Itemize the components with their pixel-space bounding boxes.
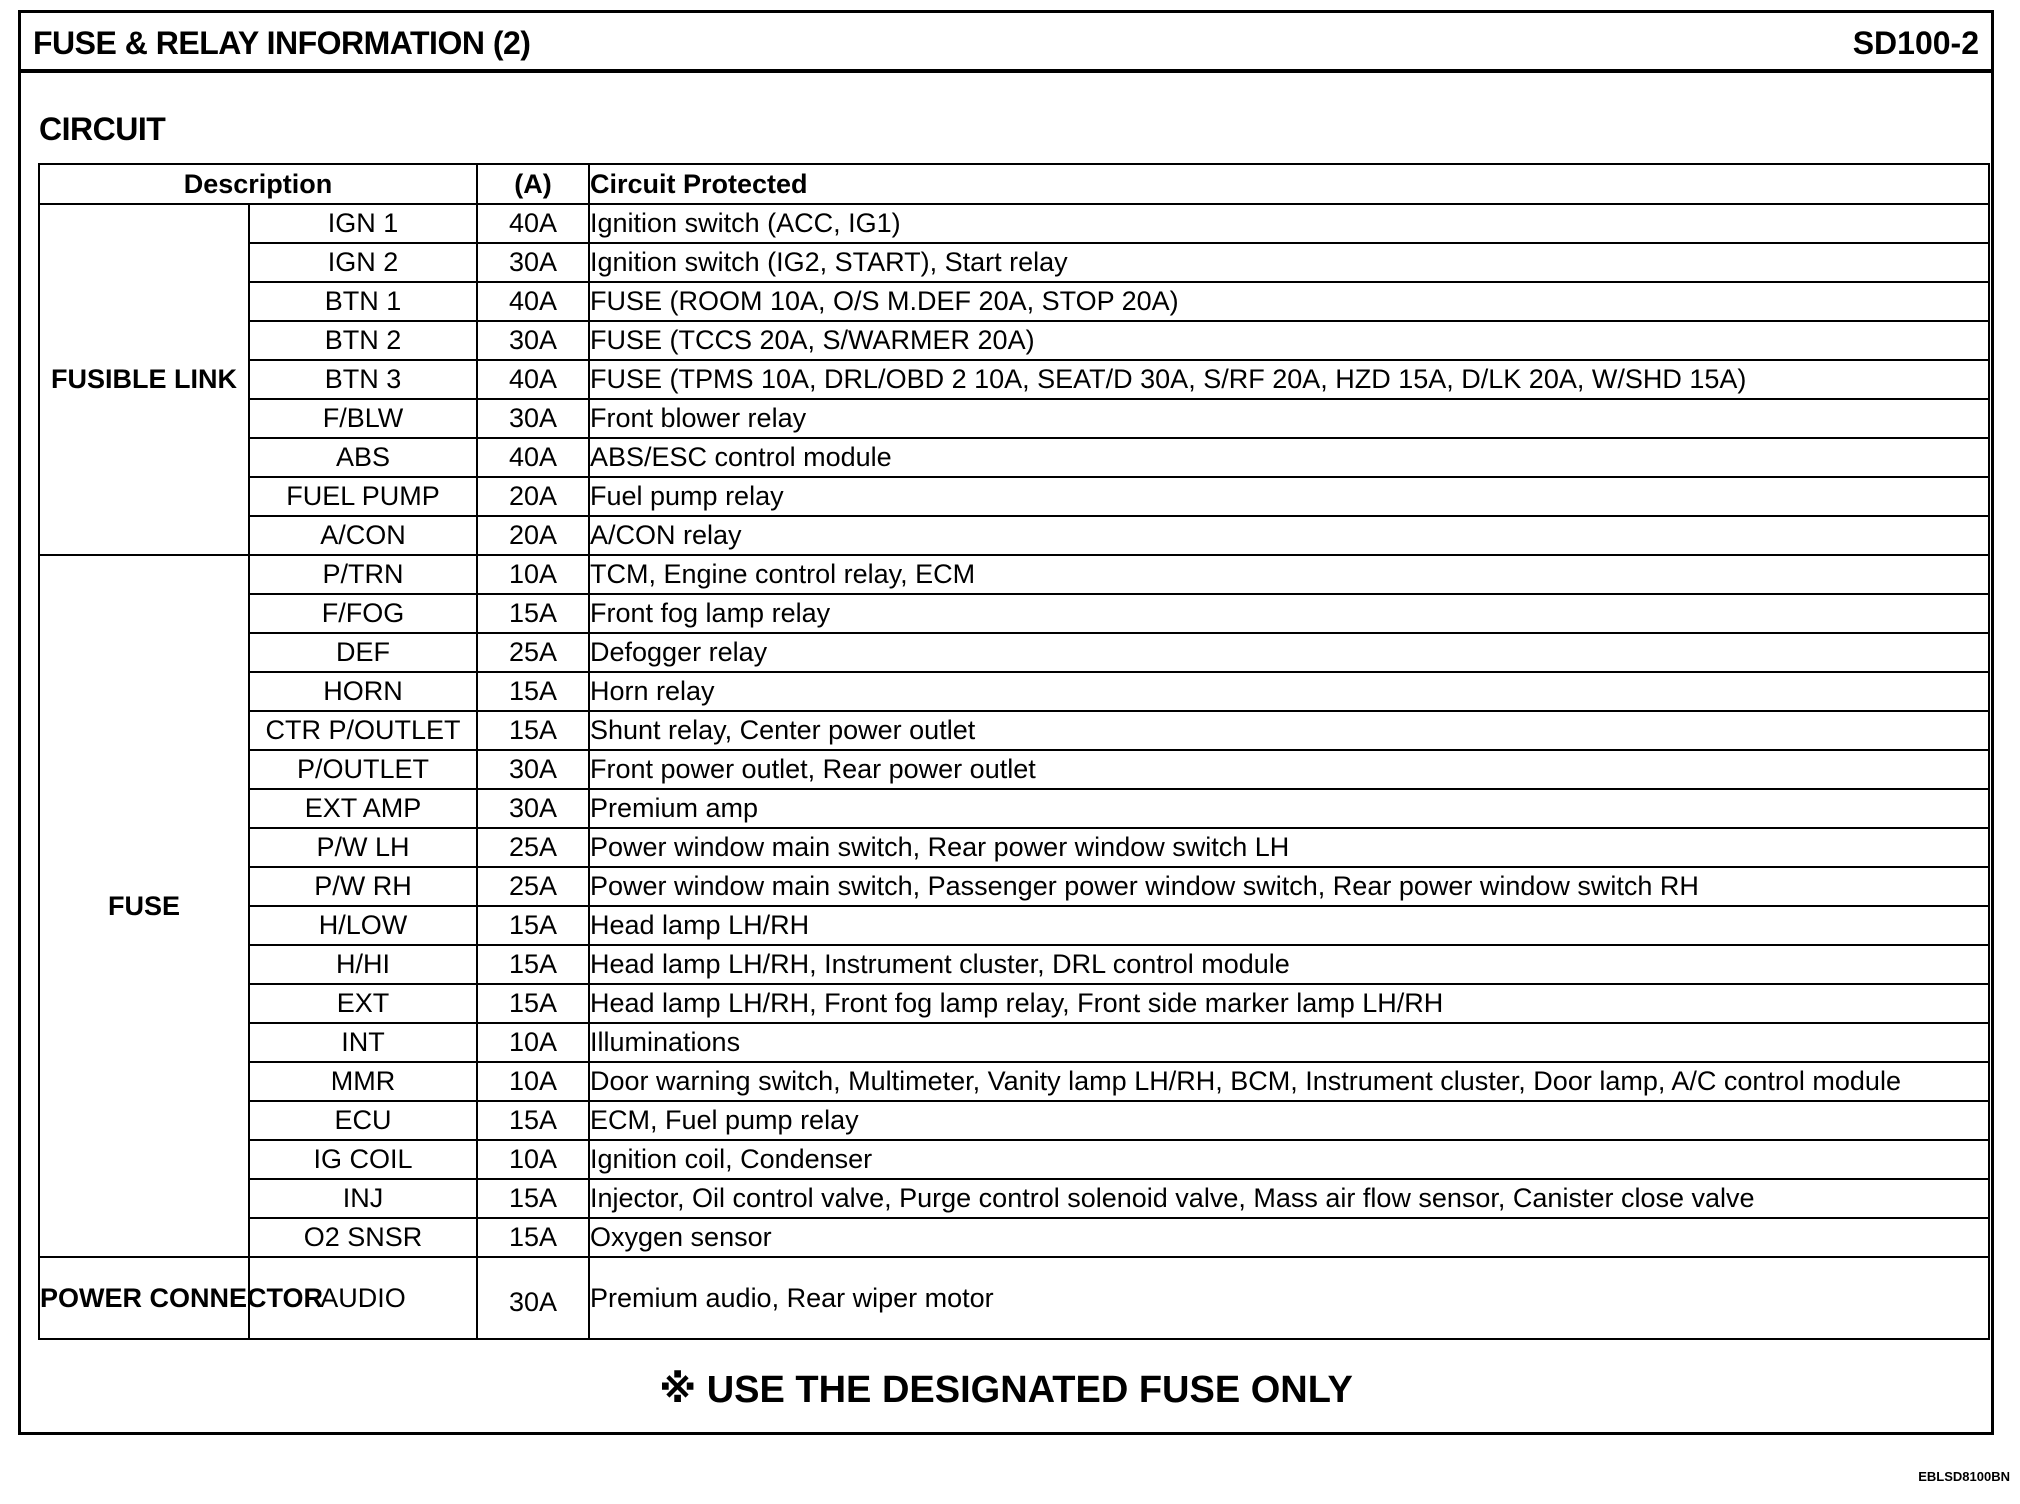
fuse-amperage: 40A [477,438,589,477]
table-row [39,594,1989,633]
circuit-protected: Premium amp [589,789,1989,828]
fuse-amperage: 40A [477,360,589,399]
fuse-name: H/LOW [249,906,477,945]
fuse-name: O2 SNSR [249,1218,477,1257]
fuse-name: BTN 1 [249,282,477,321]
circuit-protected: Ignition switch (ACC, IG1) [589,204,1989,243]
table-row [39,672,1989,711]
fuse-amperage: 10A [477,1140,589,1179]
fuse-name: INJ [249,1179,477,1218]
circuit-protected: A/CON relay [589,516,1989,555]
fuse-amperage: 10A [477,1023,589,1062]
table-row [39,399,1989,438]
fuse-name: AUDIO [249,1257,477,1339]
document-frame [18,10,1994,1435]
fuse-amperage: 15A [477,945,589,984]
fuse-name: MMR [249,1062,477,1101]
fuse-amperage: 15A [477,1101,589,1140]
circuit-protected: Front fog lamp relay [589,594,1989,633]
fuse-amperage: 40A [477,282,589,321]
fuse-name: DEF [249,633,477,672]
fuse-name: INT [249,1023,477,1062]
fuse-name: EXT AMP [249,789,477,828]
circuit-protected: Front blower relay [589,399,1989,438]
table-row [39,906,1989,945]
section-title: CIRCUIT [39,111,166,147]
fuse-name: IGN 2 [249,243,477,282]
circuit-protected: Injector, Oil control valve, Purge control solenoid valve, Mass air flow sensor, Canister close valve [589,1179,1989,1218]
circuit-protected: Door warning switch, Multimeter, Vanity lamp LH/RH, BCM, Instrument cluster, Door lamp, A/C control module [589,1062,1989,1101]
circuit-protected: FUSE (TCCS 20A, S/WARMER 20A) [589,321,1989,360]
fuse-amperage: 30A [477,1257,589,1339]
document-title: FUSE & RELAY INFORMATION (2) [33,25,531,61]
circuit-protected: Shunt relay, Center power outlet [589,711,1989,750]
circuit-protected: Premium audio, Rear wiper motor [589,1257,1989,1339]
fuse-amperage: 15A [477,984,589,1023]
fuse-amperage: 15A [477,906,589,945]
circuit-protected: Head lamp LH/RH, Front fog lamp relay, Front side marker lamp LH/RH [589,984,1989,1023]
table-row [39,750,1989,789]
warning-note: ※ USE THE DESIGNATED FUSE ONLY [659,1369,1353,1411]
table-row [39,984,1989,1023]
fuse-amperage: 30A [477,243,589,282]
circuit-protected: Illuminations [589,1023,1989,1062]
circuit-protected: ECM, Fuel pump relay [589,1101,1989,1140]
fuse-amperage: 10A [477,555,589,594]
table-row [39,477,1989,516]
circuit-protected: Horn relay [589,672,1989,711]
circuit-protected: Defogger relay [589,633,1989,672]
circuit-protected: ABS/ESC control module [589,438,1989,477]
table-row [39,1257,1989,1339]
table-row [39,438,1989,477]
reference-code: EBLSD8100BN [1918,1469,2010,1484]
table-header-row [39,164,1989,204]
table-row [39,360,1989,399]
column-header-circuit: Circuit Protected [589,164,1989,204]
fuse-amperage: 10A [477,1062,589,1101]
column-header-description: Description [39,164,477,204]
table-row [39,711,1989,750]
fuse-name: IG COIL [249,1140,477,1179]
table-row [39,282,1989,321]
fuse-name: CTR P/OUTLET [249,711,477,750]
fuse-name: HORN [249,672,477,711]
fuse-amperage: 15A [477,1179,589,1218]
fuse-name: ABS [249,438,477,477]
document-header [21,13,1991,73]
table-row [39,1179,1989,1218]
fuse-amperage: 25A [477,633,589,672]
fuse-amperage: 40A [477,204,589,243]
fuse-name: F/BLW [249,399,477,438]
fuse-amperage: 15A [477,711,589,750]
circuit-protected: Ignition coil, Condenser [589,1140,1989,1179]
fuse-amperage: 30A [477,750,589,789]
circuit-protected: TCM, Engine control relay, ECM [589,555,1989,594]
fuse-name: IGN 1 [249,204,477,243]
fuse-amperage: 25A [477,867,589,906]
fuse-name: A/CON [249,516,477,555]
table-row [39,789,1989,828]
circuit-protected: Oxygen sensor [589,1218,1989,1257]
fuse-name: P/W LH [249,828,477,867]
table-row [39,867,1989,906]
circuit-protected: FUSE (TPMS 10A, DRL/OBD 2 10A, SEAT/D 30A, S/RF 20A, HZD 15A, D/LK 20A, W/SHD 15A) [589,360,1989,399]
fuse-relay-table [38,163,1990,1340]
table-row [39,1101,1989,1140]
table-row [39,1218,1989,1257]
table-row [39,204,1989,243]
fuse-amperage: 25A [477,828,589,867]
fuse-name: BTN 2 [249,321,477,360]
circuit-protected: Head lamp LH/RH, Instrument cluster, DRL control module [589,945,1989,984]
fuse-amperage: 30A [477,789,589,828]
group-label: FUSE [39,555,249,1257]
fuse-name: BTN 3 [249,360,477,399]
circuit-protected: FUSE (ROOM 10A, O/S M.DEF 20A, STOP 20A) [589,282,1989,321]
table-row [39,555,1989,594]
table-row [39,1140,1989,1179]
table-row [39,516,1989,555]
circuit-protected: Front power outlet, Rear power outlet [589,750,1989,789]
group-label: POWER CONNECTOR [39,1257,249,1339]
fuse-name: H/HI [249,945,477,984]
fuse-amperage: 20A [477,477,589,516]
circuit-protected: Power window main switch, Rear power window switch LH [589,828,1989,867]
fuse-name: P/W RH [249,867,477,906]
group-label: FUSIBLE LINK [39,204,249,555]
fuse-name: EXT [249,984,477,1023]
fuse-amperage: 15A [477,1218,589,1257]
fuse-name: P/OUTLET [249,750,477,789]
table-row [39,945,1989,984]
circuit-protected: Fuel pump relay [589,477,1989,516]
fuse-amperage: 30A [477,399,589,438]
fuse-name: F/FOG [249,594,477,633]
table-row [39,1062,1989,1101]
table-row [39,321,1989,360]
fuse-name: ECU [249,1101,477,1140]
table-body [39,204,1989,1339]
document-code: SD100-2 [1852,25,1979,61]
circuit-protected: Head lamp LH/RH [589,906,1989,945]
fuse-name: FUEL PUMP [249,477,477,516]
fuse-amperage: 15A [477,672,589,711]
table-row [39,633,1989,672]
circuit-protected: Power window main switch, Passenger power window switch, Rear power window switch RH [589,867,1989,906]
table-row [39,828,1989,867]
fuse-amperage: 15A [477,594,589,633]
table-row [39,243,1989,282]
fuse-amperage: 20A [477,516,589,555]
circuit-protected: Ignition switch (IG2, START), Start relay [589,243,1989,282]
column-header-amperage: (A) [477,164,589,204]
table-row [39,1023,1989,1062]
fuse-name: P/TRN [249,555,477,594]
fuse-amperage: 30A [477,321,589,360]
